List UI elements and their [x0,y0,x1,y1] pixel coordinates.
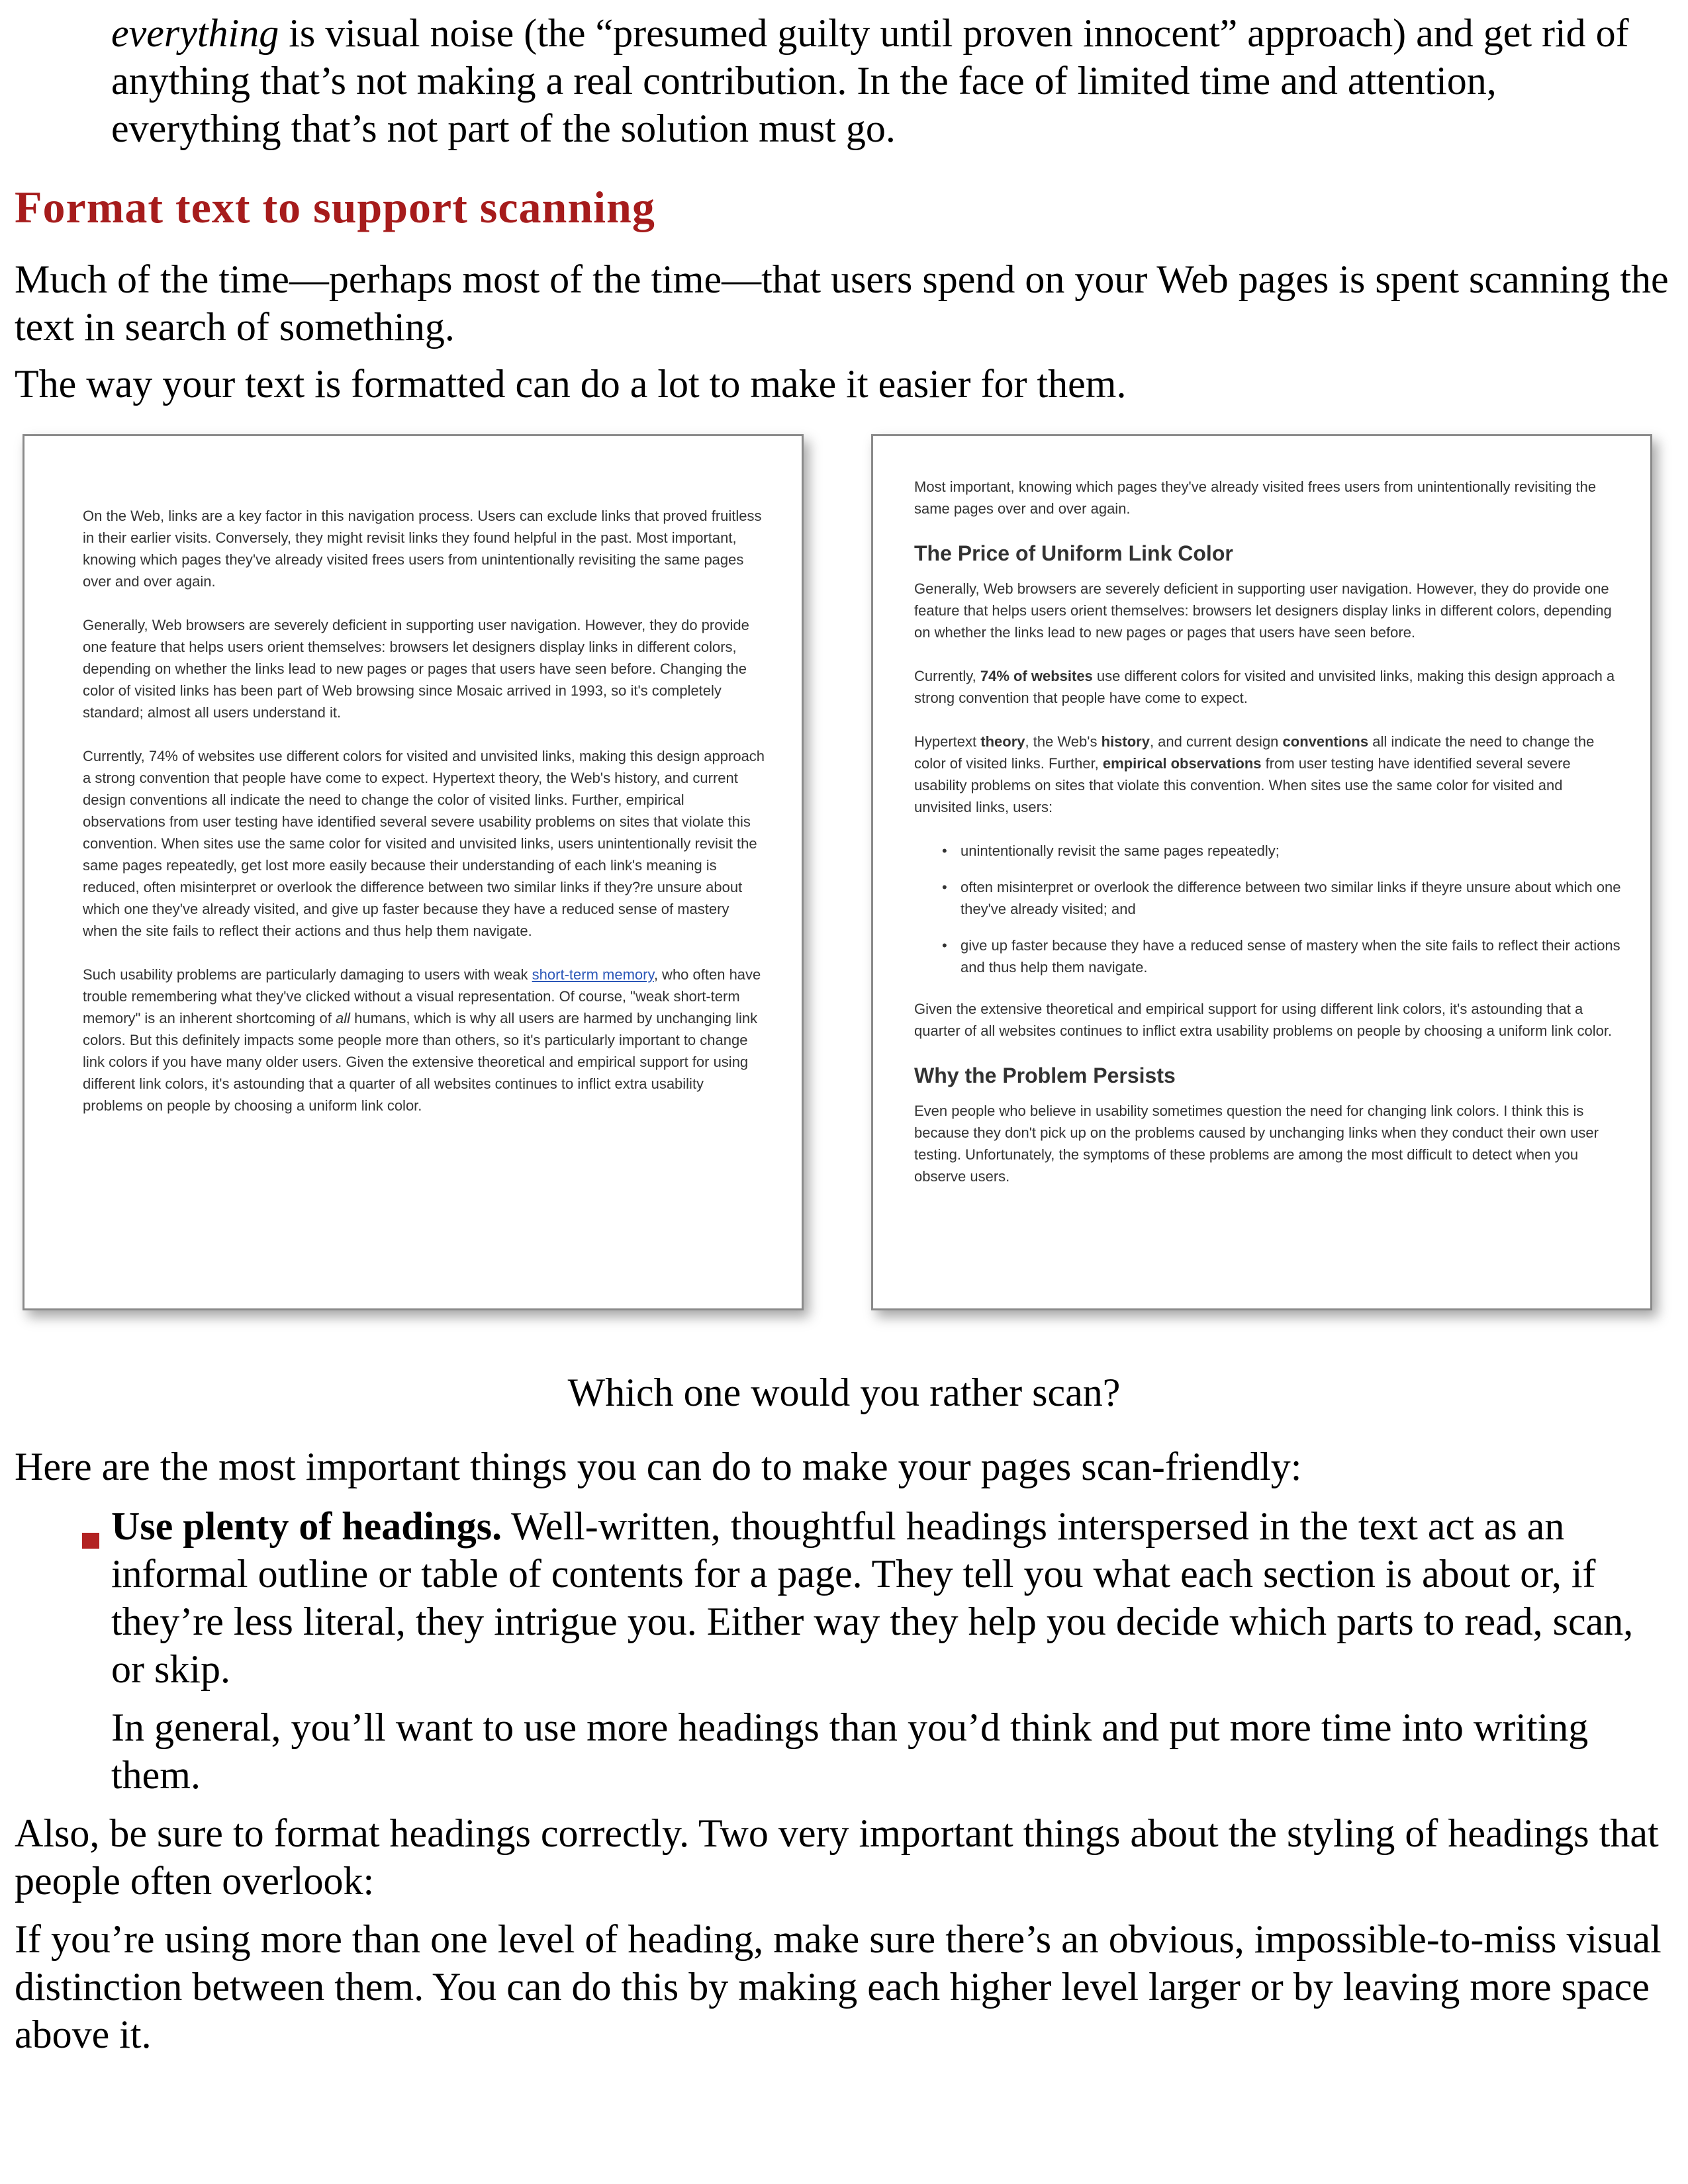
right-panel-text: , the Web's [1025,733,1102,750]
right-panel-bold: theory [980,733,1025,750]
list-item: • often misinterpret or overlook the difference between two similar links if theyre unsure about which one they've already visited; and [961,876,1622,920]
right-panel-bullet-list [914,840,1622,978]
right-panel-paragraph: Generally, Web browsers are severely deficient in supporting user navigation. However, they do provide one feature that helps users orient themselves: browsers let designers display links in different colors, depending on whether the links lead to new pages or pages that users have seen before. [914,580,1612,641]
right-panel-heading: Why the Problem Persists [914,1064,1176,1087]
paragraph-heading-levels: If you’re using more than one level of heading, make sure there’s an obvious, impossible-to-miss visual distinction between them. You can do this by making each higher level larger or by leaving more space above it. [15,1917,1662,2056]
right-panel-bold: empirical observations [1102,755,1262,772]
bullet-headings-continued: In general, you’ll want to use more headings than you’d think and put more time into writing them. [111,1706,1589,1797]
paragraph-formatting: The way your text is formatted can do a lot to make it easier for them. [15,362,1127,406]
short-term-memory-link[interactable]: short-term memory [532,966,654,983]
left-panel-paragraph [83,964,766,1116]
right-panel-text: , and current design [1149,733,1283,750]
list-item: • unintentionally revisit the same pages repeatedly; [961,840,1622,862]
left-panel-text: humans, which is why all users are harmed by unchanging link colors. But this definitely impacts some people more than others, so it's particularly important to change link colors if you have many older users. Given the extensive theoretical and empirical support for using different link colors, it's astounding that a quarter of all websites continues to inflict extra usability problems on people by choosing a uniform link color. [83,1010,758,1114]
right-panel-bold: 74% of websites [980,668,1093,684]
left-panel-paragraph: On the Web, links are a key factor in this navigation process. Users can exclude links that proved fruitless in their earlier visits. Conversely, they might revisit links they found helpful in the past. Most important, knowing which pages they've already visited frees users from unintentionally revisiting the same pages over and over again. [83,508,762,590]
right-panel-paragraph: Given the extensive theoretical and empirical support for using different link colors, it's astounding that a quarter of all websites continues to inflict extra usability problems on people by choosing a uniform link color. [914,1001,1613,1039]
left-panel-text: , who often have trouble remembering what they've clicked without a visual representation. Of course, "weak short-term memory" is an inherent shortcoming of [83,966,761,1026]
left-panel-text: Such usability problems are particularly damaging to users with weak [83,966,532,983]
right-panel-heading: The Price of Uniform Link Color [914,541,1233,565]
section-heading: Format text to support scanning [15,182,655,232]
right-panel-text: Hypertext [914,733,981,750]
left-panel-paragraph: Currently, 74% of websites use different colors for visited and unvisited links, making this design approach a strong convention that people have come to expect. Hypertext theory, the Web's history, and current design conventions all indicate the need to change the color of visited links. Further, empirical observations from user testing have identified several severe usability problems on sites that violate this convention. When sites use the same color for visited and unvisited links, users unintentionally revisit the same pages repeatedly, get lost more easily because their understanding of each link's meaning is reduced, often misinterpret or overlook the difference between two similar links if they?re unsure about which one they've already visited, and give up faster because they have a reduced sense of mastery when the site fails to reflect their actions and thus help them navigate. [83,748,765,939]
bullet-headings-text: Well-written, thoughtful headings interspersed in the text act as an informal outline or table of contents for a page. They tell you what each section is about or, if they’re less literal, they intrigue you. Either way they help you decide which parts to read, scan, or skip. [111,1504,1634,1691]
paragraph-format-headings: Also, be sure to format headings correctly. Two very important things about the styling of headings that people often overlook: [15,1811,1659,1903]
right-panel-paragraph [914,731,1622,818]
right-panel-paragraph [914,665,1622,709]
right-panel-bold: conventions [1282,733,1369,750]
bullet-headings-title: Use plenty of headings. [111,1504,502,1548]
figure-caption: Which one would you rather scan? [567,1371,1121,1414]
right-panel-bold: history [1101,733,1150,750]
right-panel-text: Currently, [914,668,980,684]
intro-text: is visual noise (the “presumed guilty until proven innocent” approach) and get rid of anything that’s not making a real contribution. In the face of limited time and attention, everything that’s not part of the solution must go. [111,11,1629,150]
right-panel-text: use different colors for visited and unvisited links, making this design approach a strong convention that people have come to expect. [914,668,1615,706]
square-bullet-icon [82,1533,99,1549]
intro-emphasis: everything [111,11,279,55]
example-panel-formatted [871,434,1652,1310]
right-panel-text: all indicate the need to change the color of visited links. Further, [914,733,1595,772]
left-panel-emphasis: all [335,1010,350,1026]
example-panel-unformatted [23,434,804,1310]
left-panel-paragraph: Generally, Web browsers are severely deficient in supporting user navigation. However, they do provide one feature that helps users orient themselves: browsers let designers display links in different colors, depending on whether the links lead to new pages or pages that users have seen before. Changing the color of visited links has been part of Web browsing since Mosaic arrived in 1993, so it's completely standard; almost all users understand it. [83,617,749,721]
right-panel-paragraph: Even people who believe in usability sometimes question the need for changing link colors. I think this is because they don't pick up on the problems caused by unchanging links when they conduct their own user testing. Unfortunately, the symptoms of these problems are among the most difficult to detect when you observe users. [914,1103,1599,1185]
right-panel-text: from user testing have identified several severe usability problems on sites that violate this convention. When sites use the same color for visited and unvisited links, users: [914,755,1571,815]
list-item: • give up faster because they have a reduced sense of mastery when the site fails to reflect their actions and thus help them navigate. [961,934,1622,978]
intro-paragraph [111,9,1673,152]
paragraph-scan-friendly: Here are the most important things you can do to make your pages scan-friendly: [15,1445,1302,1488]
paragraph-scanning: Much of the time—perhaps most of the time—that users spend on your Web pages is spent scanning the text in search of something. [15,257,1669,349]
right-panel-paragraph: Most important, knowing which pages they've already visited frees users from unintentionally revisiting the same pages over and over again. [914,478,1597,517]
bullet-headings [111,1502,1673,1693]
